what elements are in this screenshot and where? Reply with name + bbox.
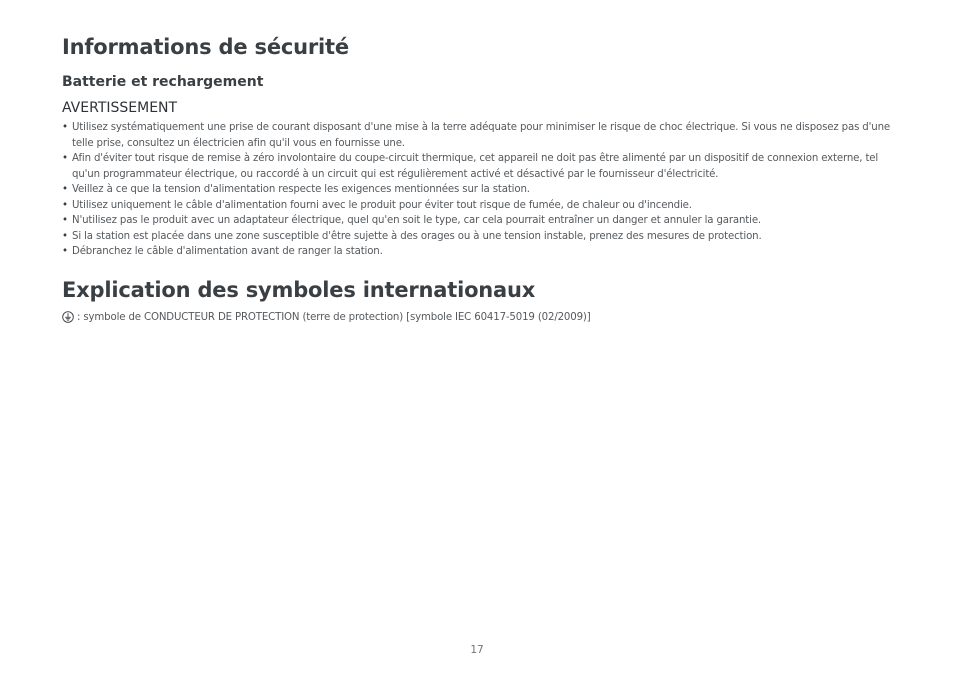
bullet: • [62, 246, 68, 257]
section-title-symbols: Explication des symboles internationaux [62, 277, 536, 302]
list-item-text: Utilisez uniquement le câble d'alimentation fourni avec le produit pour éviter tout risque de fumée, de chaleur ou d'incendie. [72, 199, 692, 211]
bullet: • [62, 230, 68, 242]
list-item-text: N'utilisez pas le produit avec un adaptateur électrique, quel qu'en soit le type, car cela pourrait entraîner un danger et annuler la garantie. [72, 215, 762, 226]
bullet: • [62, 122, 68, 133]
list-item-text: Veillez à ce que la tension d'alimentation respecte les exigences mentionnées sur la station. [72, 184, 530, 195]
list-item [62, 182, 892, 198]
document-page [62, 33, 892, 325]
warning-label: AVERTISSEMENT [62, 100, 178, 116]
list-item-text: Si la station est placée dans une zone susceptible d'être sujette à des orages ou à une tension instable, prenez des mesures de protection. [72, 230, 762, 242]
list-item-text: Utilisez systématiquement une prise de courant disposant d'une mise à la terre adéquate pour minimiser le risque de choc électrique. Si vous ne disposez pas d'une telle prise, consultez un électricien afin qu'il vous en fournisse une. [72, 122, 891, 149]
warning-list [62, 120, 892, 260]
section-title-safety: Informations de sécurité [62, 35, 349, 59]
bullet: • [62, 184, 68, 195]
list-item-text: Afin d'éviter tout risque de remise à zéro involontaire du coupe-circuit thermique, cet appareil ne doit pas être alimenté par un dispositif de connexion externe, tel qu'un programmateur électrique, ou raccordé à un circuit qui est régulièrement activé et désactivé par le fournisseur d'électricité. [72, 153, 879, 180]
list-item [62, 229, 892, 245]
bullet: • [62, 153, 68, 164]
list-item-text: Débranchez le câble d'alimentation avant de ranger la station. [72, 246, 383, 257]
list-item [62, 151, 892, 182]
page-number: 17 [470, 644, 484, 656]
subsection-title-battery: Batterie et rechargement [62, 74, 264, 90]
symbol-description: : symbole de CONDUCTEUR DE PROTECTION (terre de protection) [symbole IEC 60417-5019 (02/2009)] [77, 311, 591, 323]
symbol-explanation [62, 310, 892, 325]
bullet: • [62, 215, 68, 226]
list-item [62, 213, 892, 229]
bullet: • [62, 199, 68, 211]
list-item [62, 120, 892, 151]
list-item [62, 244, 892, 260]
list-item [62, 198, 892, 214]
protective-earth-icon [62, 311, 74, 323]
